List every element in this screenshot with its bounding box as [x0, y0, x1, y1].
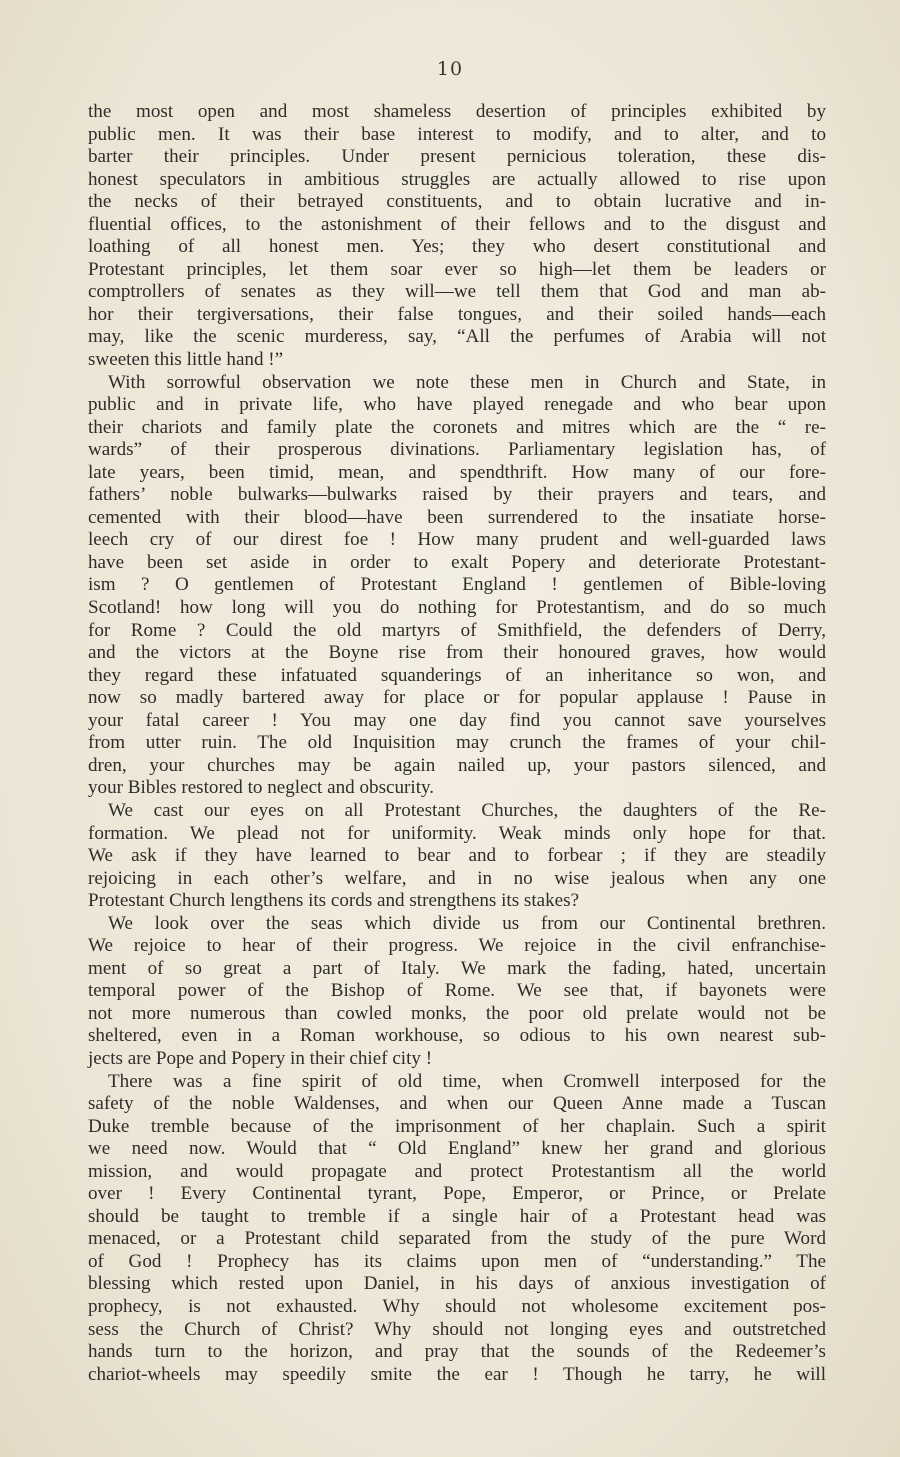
text-line: and the victors at the Boyne rise from their honoured graves, how would [88, 642, 826, 664]
text-line: There was a fine spirit of old time, when Cromwell interposed for the [108, 1070, 826, 1092]
text-line: of God ! Prophecy has its claims upon men of “understanding.” The [88, 1250, 826, 1272]
text-line: dren, your churches may be again nailed up, your pastors silenced, and [88, 754, 826, 776]
paragraph [88, 800, 826, 913]
text-line: honest speculators in ambitious struggles are actually allowed to rise upon [88, 168, 826, 190]
text-line: ment of so great a part of Italy. We mark the fading, hated, uncertain [88, 957, 826, 979]
text-line: late years, been timid, mean, and spendthrift. How many of our fore- [88, 461, 826, 483]
text-line: We cast our eyes on all Protestant Churches, the daughters of the Re- [108, 799, 826, 821]
text-line: fathers’ noble bulwarks—bulwarks raised by their prayers and tears, and [88, 484, 826, 506]
text-line: We rejoice to hear of their progress. We rejoice in the civil enfranchise- [88, 935, 826, 957]
text-line: the most open and most shameless desertion of principles exhibited by [88, 101, 826, 122]
text-line: sweeten this little hand !” [88, 349, 284, 371]
text-line: menaced, or a Protestant child separated from the study of the pure Word [88, 1228, 826, 1250]
text-line: temporal power of the Bishop of Rome. We see that, if bayonets were [88, 980, 826, 1002]
text-line: the necks of their betrayed constituents, and to obtain lucrative and in- [88, 191, 826, 213]
text-line: Scotland! how long will you do nothing for Protestantism, and do so much [88, 597, 826, 619]
text-line: sess the Church of Christ? Why should not longing eyes and outstretched [88, 1318, 826, 1340]
text-line: We ask if they have learned to bear and to forbear ; if they are steadily [88, 845, 826, 867]
text-line: from utter ruin. The old Inquisition may crunch the frames of your chil- [88, 732, 826, 754]
page-number: 10 [436, 58, 464, 80]
text-line: Protestant Church lengthens its cords and strengthens its stakes? [88, 890, 580, 912]
text-line: comptrollers of senates as they will—we tell them that God and man ab- [88, 281, 826, 303]
text-line: ism ? O gentlemen of Protestant England ! gentlemen of Bible-loving [88, 574, 826, 596]
text-line: jects are Pope and Popery in their chief city ! [88, 1047, 433, 1069]
text-line: loathing of all honest men. Yes; they who desert constitutional and [88, 236, 826, 258]
body-text [88, 101, 826, 1386]
text-line: hands turn to the horizon, and pray that the sounds of the Redeemer’s [88, 1341, 826, 1363]
text-line: hor their tergiversations, their false tongues, and their soiled hands—each [88, 303, 826, 325]
text-line: have been set aside in order to exalt Popery and deteriorate Protestant- [88, 551, 826, 573]
text-line: rejoicing in each other’s welfare, and in no wise jealous when any one [88, 867, 826, 889]
text-line: they regard these infatuated squanderings of an inheritance so won, and [88, 664, 826, 686]
text-line: sheltered, even in a Roman workhouse, so odious to his own nearest sub- [88, 1025, 826, 1047]
text-line: formation. We plead not for uniformity. Weak minds only hope for that. [88, 822, 826, 844]
text-line: Protestant principles, let them soar ever so high—let them be leaders or [88, 258, 826, 280]
text-line: should be taught to tremble if a single hair of a Protestant head was [88, 1205, 826, 1227]
text-line: for Rome ? Could the old martyrs of Smithfield, the defenders of Derry, [88, 619, 826, 641]
text-line: now so madly bartered away for place or for popular applause ! Pause in [88, 687, 826, 709]
text-line: chariot-wheels may speedily smite the ear ! Though he tarry, he will [88, 1363, 826, 1385]
text-line: fluential offices, to the astonishment of their fellows and to the disgust and [88, 213, 826, 235]
text-line: your fatal career ! You may one day find you cannot save yourselves [88, 709, 826, 731]
text-line: your Bibles restored to neglect and obscurity. [88, 777, 435, 799]
text-line: safety of the noble Waldenses, and when our Queen Anne made a Tuscan [88, 1093, 826, 1115]
text-line: public and in private life, who have played renegade and who bear upon [88, 394, 826, 416]
text-line: barter their principles. Under present pernicious toleration, these dis- [88, 146, 826, 168]
paragraph [88, 101, 826, 372]
text-line: prophecy, is not exhausted. Why should not wholesome excitement pos- [88, 1295, 826, 1317]
text-line: With sorrowful observation we note these men in Church and State, in [108, 371, 826, 393]
paragraph [88, 372, 826, 800]
text-line: we need now. Would that “ Old England” knew her grand and glorious [88, 1138, 826, 1160]
text-line: may, like the scenic murderess, say, “All the perfumes of Arabia will not [88, 326, 826, 348]
text-line: leech cry of our direst foe ! How many prudent and well-guarded laws [88, 529, 826, 551]
text-line: over ! Every Continental tyrant, Pope, Emperor, or Prince, or Prelate [88, 1183, 826, 1205]
text-line: Duke tremble because of the imprisonment of her chaplain. Such a spirit [88, 1115, 826, 1137]
text-line: We look over the seas which divide us from our Continental brethren. [108, 912, 826, 934]
text-line: mission, and would propagate and protect Protestantism all the world [88, 1160, 826, 1182]
text-line: blessing which rested upon Daniel, in his days of anxious investigation of [88, 1273, 826, 1295]
text-line: their chariots and family plate the coronets and mitres which are the “ re- [88, 416, 826, 438]
paragraph [88, 1071, 826, 1387]
paragraph [88, 913, 826, 1071]
text-line: not more numerous than cowled monks, the poor old prelate would not be [88, 1002, 826, 1024]
text-line: cemented with their blood—have been surrendered to the insatiate horse- [88, 506, 826, 528]
text-line: public men. It was their base interest to modify, and to alter, and to [88, 123, 826, 145]
text-line: wards” of their prosperous divinations. Parliamentary legislation has, of [88, 439, 826, 461]
